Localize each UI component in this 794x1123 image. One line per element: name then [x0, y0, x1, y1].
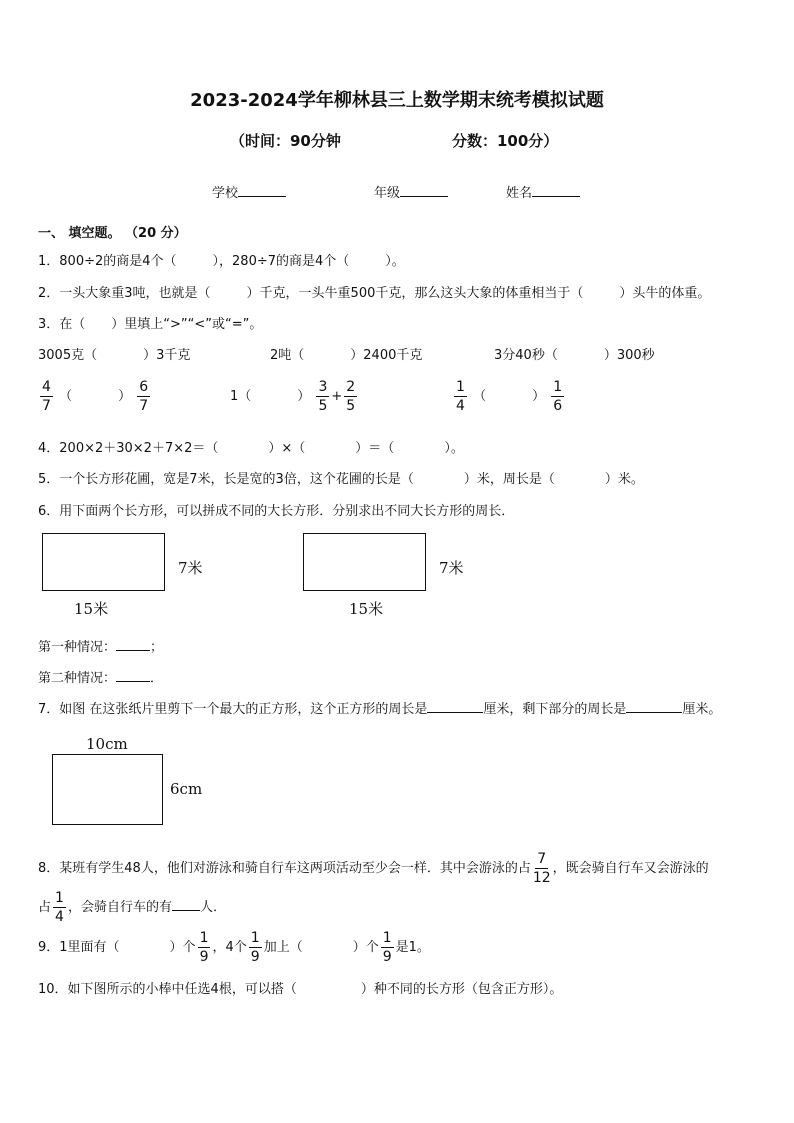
question-4: 4．200×2＋30×2＋7×2＝（ ）×（ ）＝（ ）。 [38, 441, 464, 456]
q3-compare-6: $\frac{1}{4}$ （ ） $\frac{1}{6}$ [456, 379, 563, 414]
question-6: 6．用下面两个长方形，可以拼成不同的大长方形．分别求出不同大长方形的周长． [38, 504, 515, 519]
question-8-line-2: 占 $\frac{1}{4}$ ，会骑自行车的有 人． [38, 890, 226, 925]
question-3: 3．在（ ）里填上“>”“<”或“=”。 [38, 317, 263, 332]
grade-field[interactable]: 年级 [374, 182, 448, 201]
question-2: 2．一头大象重3吨，也就是（ ）千克，一头牛重500千克，那么这头大象的体重相当于（ ）头牛的体重。 [38, 286, 711, 301]
rect2-width-label: 15米 [349, 600, 384, 618]
q3-compare-1: 3005克（ ）3千克 [38, 348, 191, 363]
rectangle-figure-2 [303, 533, 426, 591]
answer-blank[interactable] [172, 898, 200, 911]
answer-blank[interactable] [116, 638, 150, 651]
page-title: 2023-2024学年柳林县三上数学期末统考模拟试题 [190, 90, 604, 111]
paper-width-label: 10cm [86, 735, 128, 753]
q3-compare-3: 3分40秒（ ）300秒 [494, 348, 655, 363]
q6-case-1: 第一种情况： ； [38, 640, 164, 655]
q3-compare-5: 1（ ） $\frac{3}{5}$ + $\frac{2}{5}$ [230, 379, 356, 414]
exam-score: 分数：100分） [452, 132, 559, 150]
paper-height-label: 6cm [170, 780, 203, 798]
q3-compare-2: 2吨（ ）2400千克 [270, 348, 423, 363]
paper-rectangle [52, 754, 163, 825]
exam-time: （时间：90分钟 [230, 132, 341, 150]
answer-blank[interactable] [116, 669, 150, 682]
grade-blank[interactable] [400, 184, 448, 197]
q6-case-2: 第二种情况： ． [38, 671, 164, 686]
question-9: 9．1里面有（ ）个 $\frac{1}{9}$ ，4个 $\frac{1}{9}$ 加上（ ）个 $\frac{1}{9}$ 是1。 [38, 930, 430, 965]
question-5: 5．一个长方形花圃，宽是7米，长是宽的3倍，这个花圃的长是（ ）米，周长是（ ）米。 [38, 472, 644, 487]
school-field[interactable]: 学校 [212, 182, 286, 201]
school-blank[interactable] [238, 184, 286, 197]
question-10: 10．如下图所示的小棒中任选4根，可以搭（ ）种不同的长方形（包含正方形）。 [38, 982, 563, 997]
question-1: 1．800÷2的商是4个（ ），280÷7的商是4个（ ）。 [38, 254, 405, 269]
answer-blank[interactable] [427, 700, 483, 713]
answer-blank[interactable] [626, 700, 682, 713]
rectangle-figure-1 [42, 533, 165, 591]
rect1-height-label: 7米 [178, 559, 203, 577]
q3-compare-4: $\frac{4}{7}$ （ ） $\frac{6}{7}$ [42, 379, 149, 414]
question-7: 7．如图 在这张纸片里剪下一个最大的正方形，这个正方形的周长是 厘米，剩下部分的周长是 厘米。 [38, 702, 722, 717]
question-8-line-1: 8．某班有学生48人，他们对游泳和骑自行车这两项活动至少会一样．其中会游泳的占 $\frac{7}{12}$ ，既会骑自行车又会游泳的 [38, 851, 709, 886]
rect1-width-label: 15米 [74, 600, 109, 618]
section-heading: 一、 填空题。 （20 分） [38, 226, 187, 241]
rect2-height-label: 7米 [439, 559, 464, 577]
name-blank[interactable] [532, 184, 580, 197]
name-field[interactable]: 姓名 [506, 182, 580, 201]
